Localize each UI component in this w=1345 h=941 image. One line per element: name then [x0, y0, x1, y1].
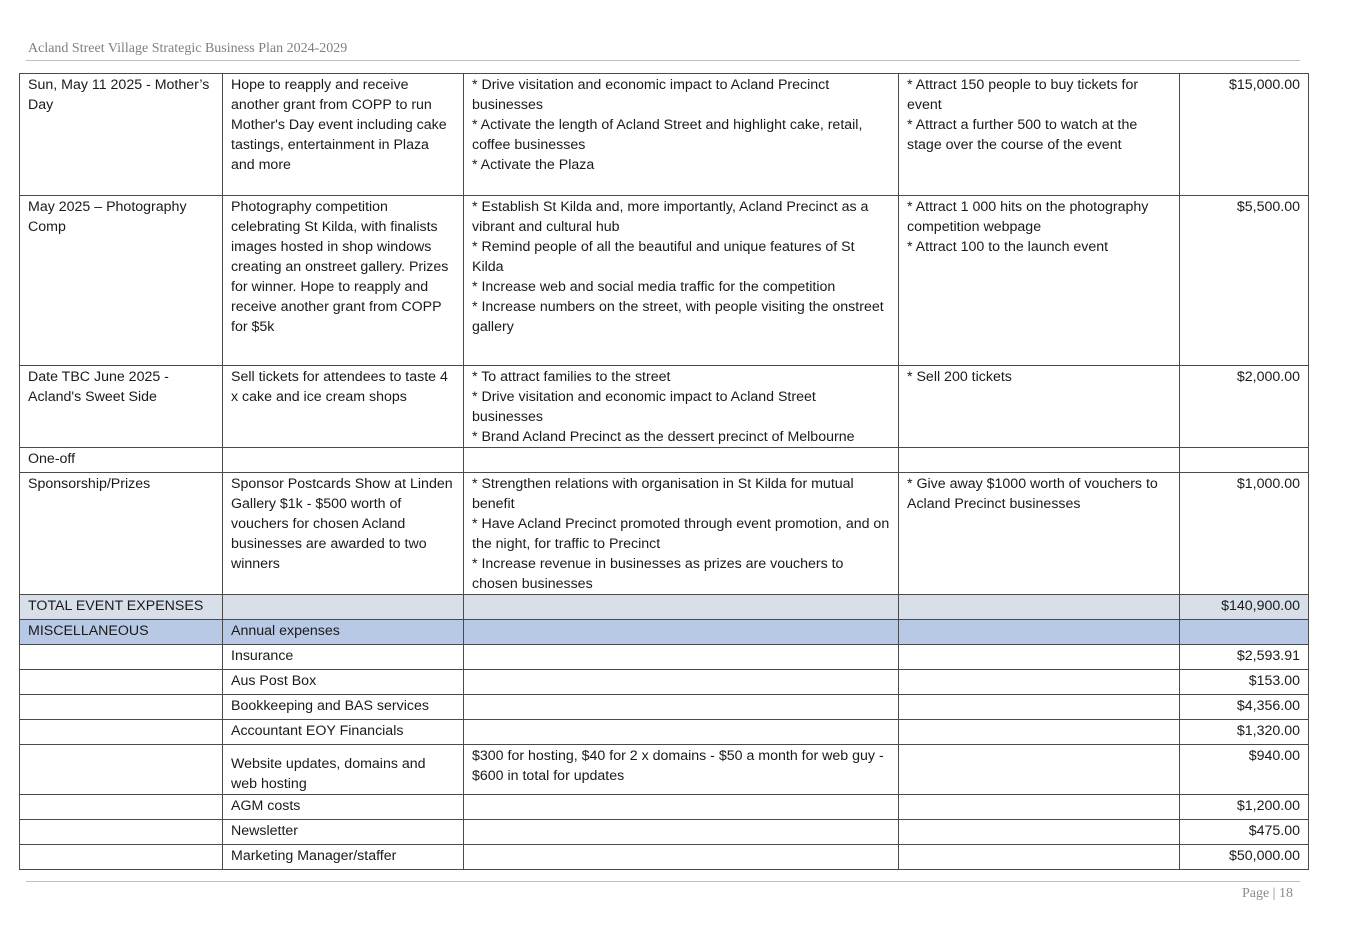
expense-note: $300 for hosting, $40 for 2 x domains - $50 a month for web guy - $600 in total for updates: [464, 745, 899, 795]
empty-cell: [464, 620, 899, 645]
empty-cell: [1180, 448, 1309, 473]
page-number: Page | 18: [1241, 886, 1293, 901]
table-row: [20, 670, 1309, 695]
total-row: [20, 595, 1309, 620]
event-amount: $15,000.00: [1180, 74, 1309, 196]
expense-label: AGM costs: [223, 795, 464, 820]
table-row: [20, 448, 1309, 473]
event-description: Photography competition celebrating St Kilda, with finalists images hosted in shop windows creating an onstreet gallery. Prizes for winner. Hope to reapply and receive another grant from COPP for $5k: [223, 196, 464, 366]
expense-label: Website updates, domains and web hosting: [223, 745, 464, 795]
empty-cell: [899, 645, 1180, 670]
empty-cell: [899, 695, 1180, 720]
empty-cell: [899, 448, 1180, 473]
empty-cell: [899, 670, 1180, 695]
table-row: [20, 820, 1309, 845]
event-kpis: * Sell 200 tickets: [899, 366, 1180, 448]
table-row: [20, 720, 1309, 745]
empty-cell: [1180, 620, 1309, 645]
empty-cell: [899, 820, 1180, 845]
event-name: Sun, May 11 2025 - Mother’s Day: [20, 74, 223, 196]
table-row: [20, 366, 1309, 448]
expense-label: Aus Post Box: [223, 670, 464, 695]
header-divider: [26, 60, 1300, 61]
empty-cell: [899, 720, 1180, 745]
sponsorship-kpis: * Give away $1000 worth of vouchers to Acland Precinct businesses: [899, 473, 1180, 595]
expense-amount: $940.00: [1180, 745, 1309, 795]
empty-cell: [20, 720, 223, 745]
empty-cell: [20, 670, 223, 695]
total-amount: $140,900.00: [1180, 595, 1309, 620]
sponsorship-amount: $1,000.00: [1180, 473, 1309, 595]
table-row: [20, 473, 1309, 595]
event-description: Sell tickets for attendees to taste 4 x cake and ice cream shops: [223, 366, 464, 448]
empty-cell: [899, 795, 1180, 820]
expense-amount: $153.00: [1180, 670, 1309, 695]
table-row: [20, 645, 1309, 670]
event-description: Hope to reapply and receive another grant from COPP to run Mother's Day event including cake tastings, entertainment in Plaza and more: [223, 74, 464, 196]
empty-cell: [20, 745, 223, 795]
footer-divider: [26, 881, 1300, 882]
table-row: [20, 74, 1309, 196]
event-kpis: * Attract 1 000 hits on the photography competition webpage * Attract 100 to the launch event: [899, 196, 1180, 366]
expense-note: [464, 820, 899, 845]
event-objectives: * Drive visitation and economic impact to Acland Precinct businesses * Activate the length of Acland Street and highlight cake, retail, coffee businesses * Activate the Plaza: [464, 74, 899, 196]
expense-amount: $1,200.00: [1180, 795, 1309, 820]
empty-cell: [464, 595, 899, 620]
empty-cell: [223, 595, 464, 620]
table-row: [20, 196, 1309, 366]
event-objectives: * Establish St Kilda and, more importantly, Acland Precinct as a vibrant and cultural hub * Remind people of all the beautiful and unique features of St Kilda * Increase web and social media traffic for the competition * Increase numbers on the street, with people visiting the onstreet gallery: [464, 196, 899, 366]
expense-label: Accountant EOY Financials: [223, 720, 464, 745]
expense-amount: $4,356.00: [1180, 695, 1309, 720]
page-header: Acland Street Village Strategic Business Plan 2024-2029: [28, 41, 348, 56]
empty-cell: [20, 795, 223, 820]
table-row: [20, 845, 1309, 870]
event-name: May 2025 – Photography Comp: [20, 196, 223, 366]
sponsorship-objectives: * Strengthen relations with organisation in St Kilda for mutual benefit * Have Acland Precinct promoted through event promotion, and on the night, for traffic to Precinct * Increase revenue in businesses as prizes are vouchers to chosen businesses: [464, 473, 899, 595]
empty-cell: [20, 645, 223, 670]
total-label: TOTAL EVENT EXPENSES: [20, 595, 223, 620]
expense-label: Marketing Manager/staffer: [223, 845, 464, 870]
table-row: [20, 695, 1309, 720]
expense-note: [464, 720, 899, 745]
empty-cell: [20, 845, 223, 870]
expense-amount: $1,320.00: [1180, 720, 1309, 745]
expense-note: [464, 695, 899, 720]
sponsorship-name: Sponsorship/Prizes: [20, 473, 223, 595]
expense-amount: $50,000.00: [1180, 845, 1309, 870]
event-amount: $2,000.00: [1180, 366, 1309, 448]
expense-note: [464, 845, 899, 870]
empty-cell: [899, 620, 1180, 645]
misc-header-row: [20, 620, 1309, 645]
expense-amount: $2,593.91: [1180, 645, 1309, 670]
sponsorship-description: Sponsor Postcards Show at Linden Gallery $1k - $500 worth of vouchers for chosen Acland businesses are awarded to two winners: [223, 473, 464, 595]
empty-cell: [223, 448, 464, 473]
expense-label: Insurance: [223, 645, 464, 670]
event-kpis: * Attract 150 people to buy tickets for event * Attract a further 500 to watch at the stage over the course of the event: [899, 74, 1180, 196]
expense-label: Newsletter: [223, 820, 464, 845]
empty-cell: [20, 695, 223, 720]
empty-cell: [20, 820, 223, 845]
misc-sublabel: Annual expenses: [223, 620, 464, 645]
expenses-table: [19, 73, 1309, 870]
section-label-oneoff: One-off: [20, 448, 223, 473]
event-name: Date TBC June 2025 - Acland's Sweet Side: [20, 366, 223, 448]
expense-note: [464, 645, 899, 670]
misc-label: MISCELLANEOUS: [20, 620, 223, 645]
empty-cell: [464, 448, 899, 473]
empty-cell: [899, 845, 1180, 870]
table-row: [20, 795, 1309, 820]
event-objectives: * To attract families to the street * Drive visitation and economic impact to Acland Street businesses * Brand Acland Precinct as the dessert precinct of Melbourne: [464, 366, 899, 448]
empty-cell: [899, 595, 1180, 620]
event-amount: $5,500.00: [1180, 196, 1309, 366]
expense-label: Bookkeeping and BAS services: [223, 695, 464, 720]
expense-note: [464, 670, 899, 695]
table-row: [20, 745, 1309, 795]
expense-note: [464, 795, 899, 820]
empty-cell: [899, 745, 1180, 795]
expense-amount: $475.00: [1180, 820, 1309, 845]
